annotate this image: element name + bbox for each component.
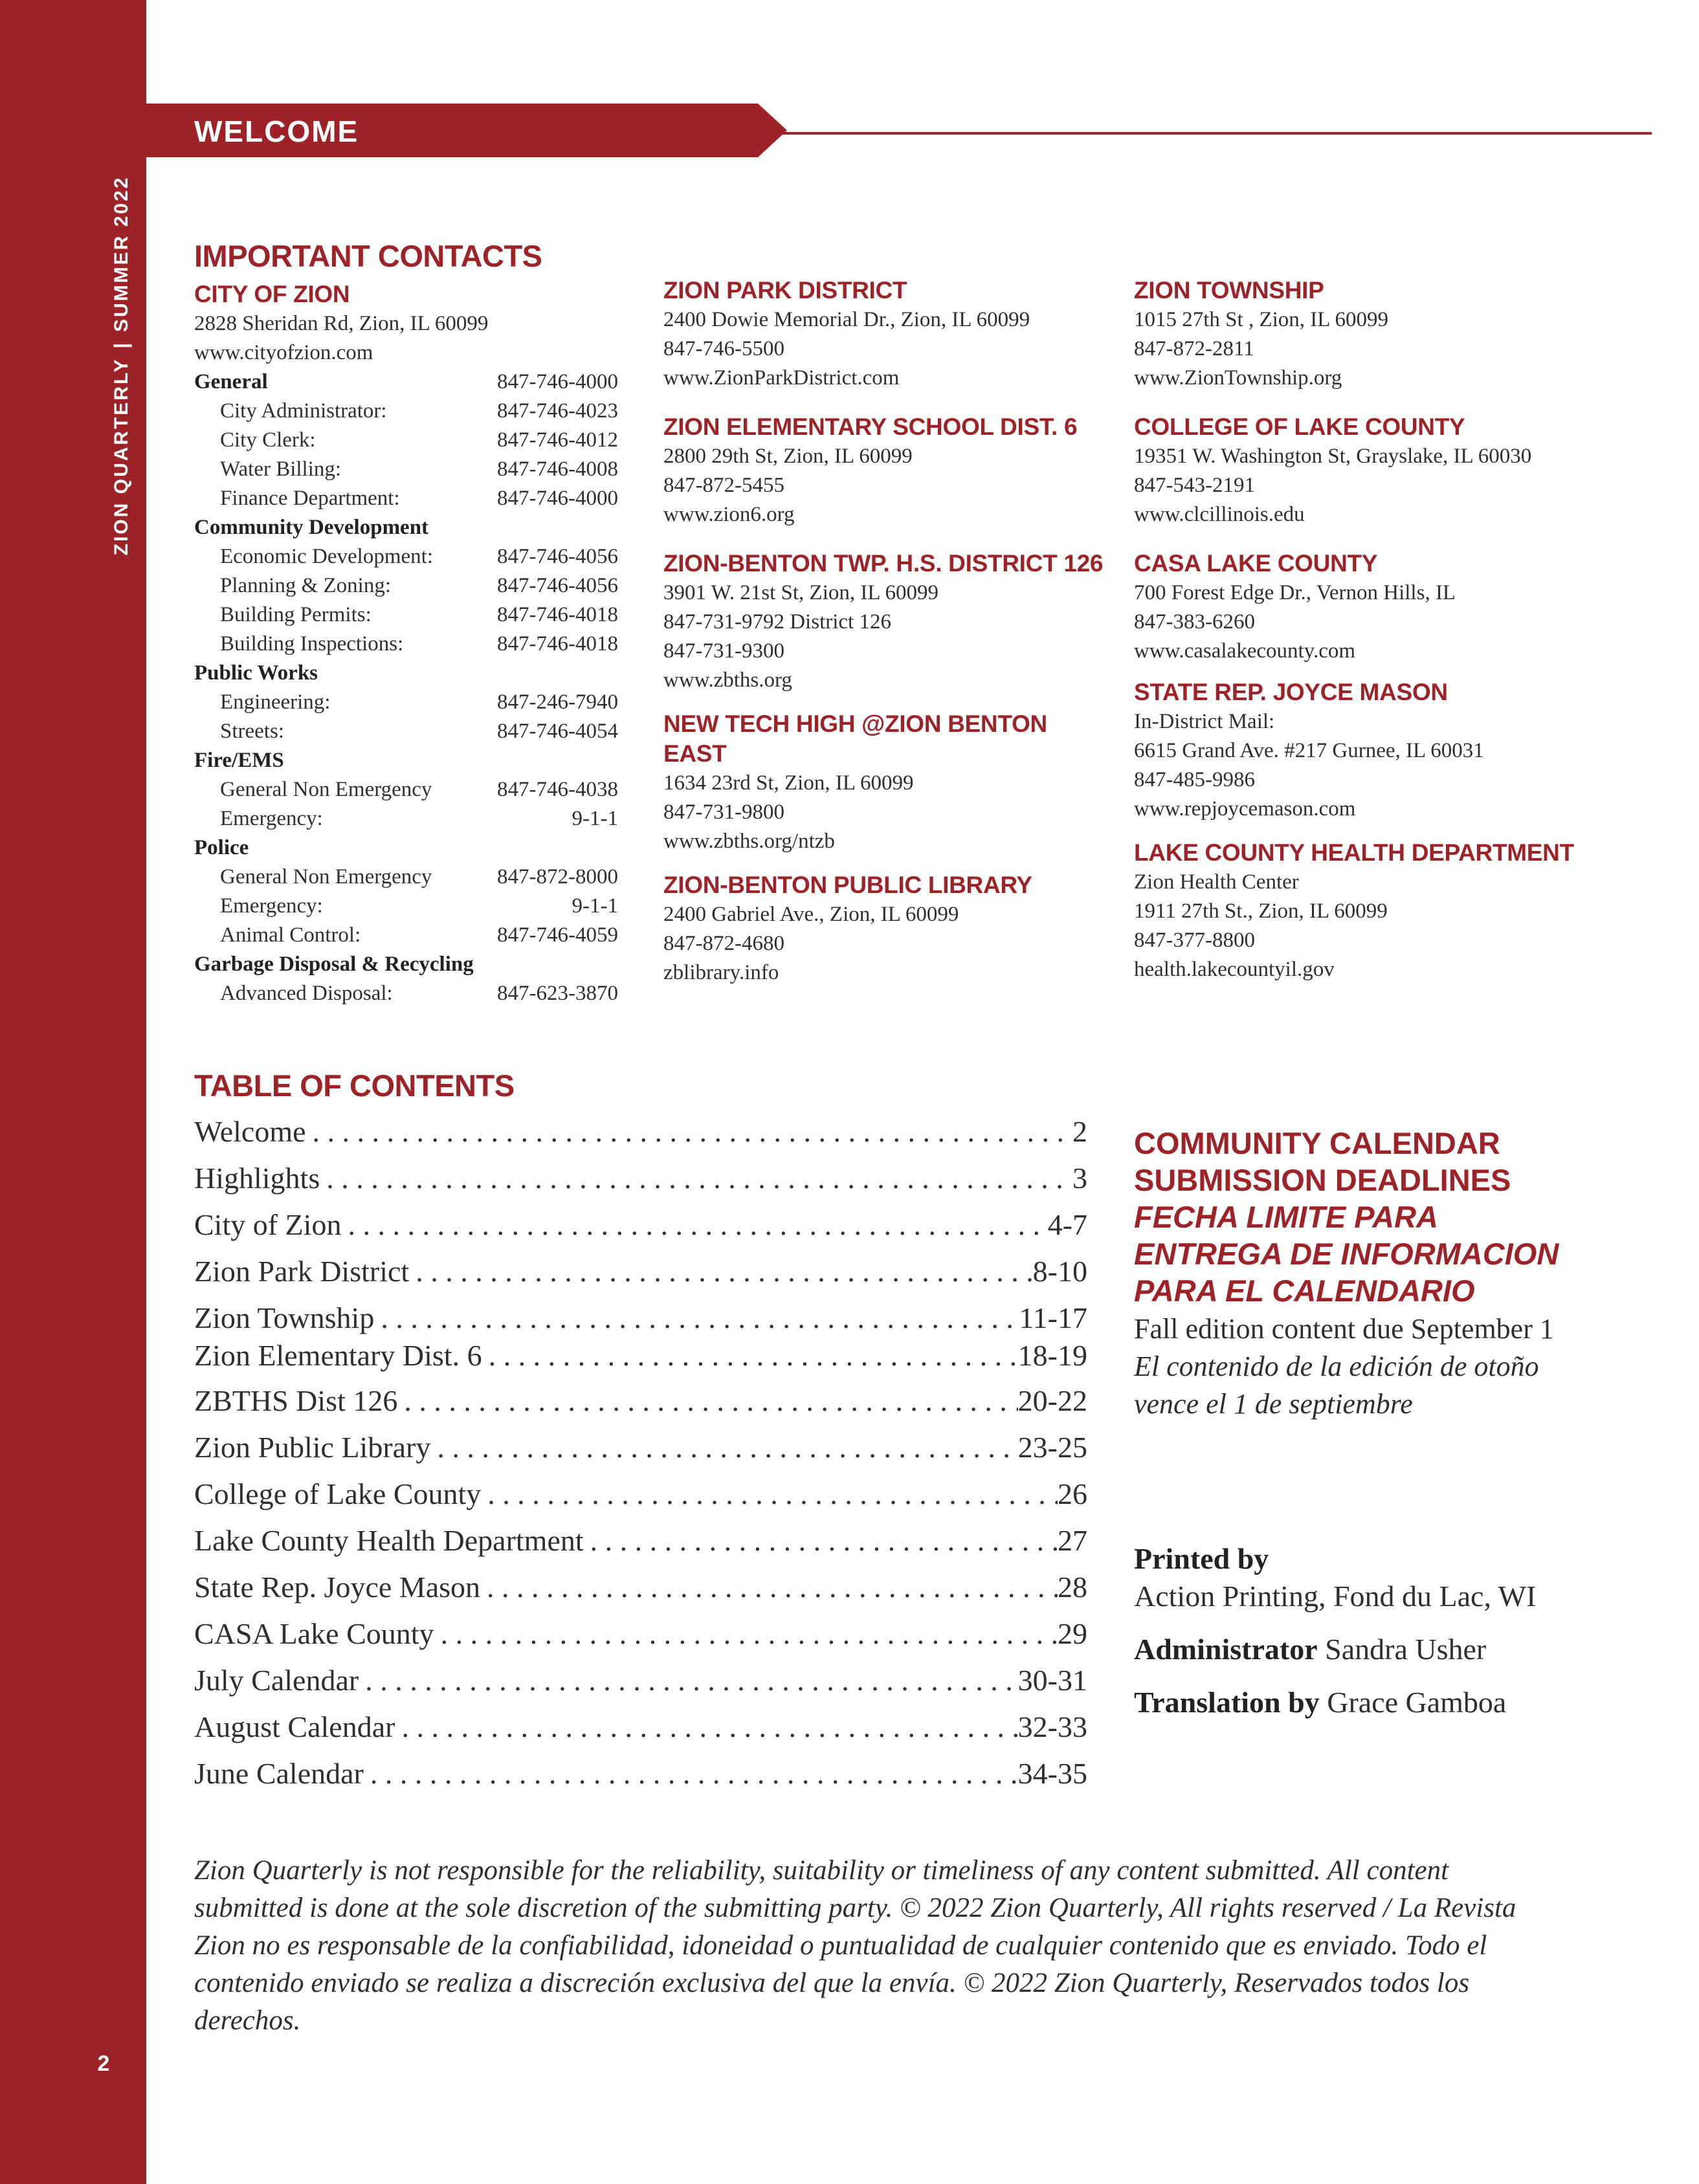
contact-phone: 847-623-3870: [497, 982, 618, 1005]
toc-title: ZBTHS Dist 126: [194, 1384, 398, 1417]
toc-title: State Rep. Joyce Mason: [194, 1571, 481, 1604]
org-detail: 2400 Dowie Memorial Dr., Zion, IL 60099: [663, 308, 1030, 331]
contact-label: Emergency:: [220, 807, 323, 830]
contact-label: Planning & Zoning:: [220, 574, 391, 597]
calendar-heading-en1: COMMUNITY CALENDAR: [1134, 1126, 1500, 1160]
season-label: SUMMER 2022: [111, 175, 132, 333]
toc-leader: [320, 1161, 1072, 1195]
org-detail: 847-731-9800: [663, 800, 784, 824]
contact-row: [194, 746, 621, 775]
contact-label: Economic Development:: [220, 545, 433, 568]
toc-title: Zion Public Library: [194, 1431, 431, 1464]
org-detail: 847-731-9792 District 126: [663, 610, 891, 634]
toc-entry[interactable]: [194, 1616, 1087, 1653]
printed-by-label: Printed by: [1134, 1542, 1269, 1575]
org-detail: 700 Forest Edge Dr., Vernon Hills, IL: [1134, 581, 1456, 604]
contact-row: [194, 542, 621, 571]
contact-phone: 847-746-4008: [497, 458, 618, 481]
toc-entry[interactable]: [194, 1523, 1087, 1560]
toc-pages: 34-35: [1017, 1757, 1087, 1790]
administrator-value: Sandra Usher: [1325, 1633, 1487, 1666]
toc-pages: 32-33: [1017, 1710, 1087, 1743]
org-name: CASA LAKE COUNTY: [1134, 550, 1378, 577]
org-detail: 847-872-5455: [663, 474, 784, 497]
org-detail: 847-731-9300: [663, 639, 784, 663]
toc-pages: 30-31: [1017, 1664, 1087, 1697]
org-name: ZION PARK DISTRICT: [663, 277, 907, 303]
contact-label: City Clerk:: [220, 428, 316, 452]
org-detail: 1634 23rd St, Zion, IL 60099: [663, 771, 914, 795]
org-detail: 847-872-2811: [1134, 337, 1254, 360]
contact-row: [194, 804, 621, 833]
toc-pages: 23-25: [1017, 1431, 1087, 1464]
org-name: ZION TOWNSHIP: [1134, 277, 1324, 303]
calendar-deadline: [1134, 1310, 1639, 1423]
org-detail: In-District Mail:: [1134, 710, 1275, 733]
toc-pages: 20-22: [1017, 1384, 1087, 1417]
org-website[interactable]: www.ZionTownship.org: [1134, 366, 1342, 390]
contact-phone: [482, 659, 618, 688]
org-block: [663, 709, 1116, 856]
disclaimer: Zion Quarterly is not responsible for the reliability, suitability or timeliness of any content submitted. All content submitted is done at the sole discretion of the submitting party. © 2022 Zion Quarterly, All rights reserved / La Revista Zion no es responsable de la confiabilidad, idoneidad o puntualidad de cualquier contenido que es enviado. Todo el contenido enviado se realiza a discreción exclusiva del que la envía. © 2022 Zion Quarterly, Reservados todos los derechos.: [194, 1855, 1516, 2036]
org-detail: 2400 Gabriel Ave., Zion, IL 60099: [663, 903, 959, 926]
toc-title: June Calendar: [194, 1757, 364, 1790]
toc-entry[interactable]: [194, 1710, 1087, 1746]
org-website[interactable]: www.zbths.org/ntzb: [663, 830, 835, 853]
contact-phone: 847-746-4018: [497, 632, 618, 656]
org-block: [1134, 412, 1652, 529]
contact-phone: [482, 950, 618, 979]
org-name: ZION-BENTON PUBLIC LIBRARY: [663, 872, 1032, 898]
toc-leader: [430, 1430, 1017, 1464]
org-website[interactable]: www.ZionParkDistrict.com: [663, 366, 900, 390]
contact-row: [194, 426, 621, 455]
org-website[interactable]: zblibrary.info: [663, 961, 779, 984]
contact-phone: [482, 513, 618, 542]
org-block: [663, 412, 1116, 529]
org-name: STATE REP. JOYCE MASON: [1134, 679, 1448, 705]
contact-row: [194, 513, 621, 542]
contact-row: [194, 455, 621, 484]
contact-label: General Non Emergency: [220, 865, 432, 888]
org-detail: 847-383-6260: [1134, 610, 1255, 634]
contact-row: [194, 571, 621, 601]
contact-phone: [482, 746, 618, 775]
toc-pages: 11-17: [1019, 1301, 1087, 1334]
city-contacts: [194, 280, 621, 1008]
translation-value: Grace Gamboa: [1327, 1686, 1507, 1719]
contact-row: [194, 688, 621, 717]
translation-label: Translation by: [1134, 1686, 1320, 1719]
org-detail: 847-872-4680: [663, 932, 784, 955]
toc-entry[interactable]: [194, 1161, 1087, 1197]
toc-entry[interactable]: [194, 1477, 1087, 1513]
toc-title: Lake County Health Department: [194, 1524, 584, 1557]
toc-entry[interactable]: [194, 1663, 1087, 1699]
toc-pages: 8-10: [1032, 1255, 1087, 1288]
city-website[interactable]: www.cityofzion.com: [194, 341, 373, 364]
contact-phone: 847-872-8000: [497, 865, 618, 888]
calendar-heading-es2: ENTREGA DE INFORMACION: [1134, 1237, 1559, 1271]
org-block: [663, 276, 1116, 393]
toc-entry[interactable]: [194, 1208, 1087, 1244]
printed-by-value: Action Printing, Fond du Lac, WI: [1134, 1580, 1537, 1613]
calendar-heading: [1134, 1125, 1639, 1309]
toc-leader: [395, 1710, 1017, 1744]
toc-leader: [481, 1477, 1058, 1511]
contact-phone: 9-1-1: [572, 894, 618, 918]
toc-leader: [306, 1114, 1072, 1149]
toc-title: CASA Lake County: [194, 1617, 434, 1650]
toc-leader: [482, 1338, 1018, 1373]
section-title: WELCOME: [194, 115, 359, 148]
contact-phone: 847-746-4056: [497, 545, 618, 568]
toc-title: Zion Park District: [194, 1255, 410, 1288]
contact-phone: 847-746-4018: [497, 603, 618, 626]
contact-row: [194, 717, 621, 746]
contact-phone: 847-746-4056: [497, 574, 618, 597]
middle-contacts: [663, 276, 1116, 987]
toc-title: Zion Township: [194, 1301, 375, 1334]
contact-label: Engineering:: [220, 690, 331, 714]
toc-leader: [364, 1756, 1018, 1791]
administrator-line: [1134, 1631, 1652, 1668]
toc-leader: [584, 1523, 1058, 1558]
org-name: NEW TECH HIGH @ZION BENTON EAST: [663, 711, 1047, 767]
org-detail: 1911 27th St., Zion, IL 60099: [1134, 899, 1388, 923]
toc-title: Zion Elementary Dist. 6: [194, 1339, 482, 1372]
contacts-heading: IMPORTANT CONTACTS: [194, 239, 542, 273]
toc-pages: 4-7: [1047, 1208, 1087, 1241]
contact-label: Fire/EMS: [194, 749, 284, 772]
contact-row: [194, 950, 621, 979]
contact-label: Police: [194, 836, 249, 859]
org-detail: 847-746-5500: [663, 337, 784, 360]
city-name: CITY OF ZION: [194, 281, 350, 307]
toc-title: City of Zion: [194, 1208, 342, 1241]
calendar-heading-es3: PARA EL CALENDARIO: [1134, 1274, 1475, 1308]
contact-row: [194, 892, 621, 921]
org-website[interactable]: www.zion6.org: [663, 503, 795, 526]
toc-pages: 29: [1058, 1617, 1087, 1650]
org-detail: 3901 W. 21st St, Zion, IL 60099: [663, 581, 939, 604]
contact-row: [194, 397, 621, 426]
toc-heading: TABLE OF CONTENTS: [194, 1068, 515, 1103]
toc-title: College of Lake County: [194, 1477, 482, 1510]
org-block: [1134, 549, 1652, 666]
org-website[interactable]: www.zbths.org: [663, 668, 792, 692]
contact-label: Building Permits:: [220, 603, 372, 626]
contact-label: Animal Control:: [220, 923, 361, 947]
deadline-en: Fall edition content due September 1: [1134, 1313, 1554, 1345]
contact-label: Garbage Disposal & Recycling: [194, 953, 474, 976]
org-detail: 2800 29th St, Zion, IL 60099: [663, 445, 913, 468]
contact-label: Streets:: [220, 720, 284, 743]
org-block: [1134, 838, 1652, 984]
deadline-es1: El contenido de la edición de otoño: [1134, 1351, 1539, 1382]
org-detail: 19351 W. Washington St, Grayslake, IL 60030: [1134, 445, 1532, 468]
contact-label: City Administrator:: [220, 399, 387, 423]
org-name: ZION-BENTON TWP. H.S. DISTRICT 126: [663, 550, 1104, 577]
toc-leader: [480, 1570, 1058, 1604]
contact-label: Water Billing:: [220, 458, 342, 481]
credits: [1134, 1540, 1652, 1721]
toc-entry[interactable]: [194, 1114, 1087, 1151]
toc-leader: [341, 1208, 1047, 1242]
contact-label: Advanced Disposal:: [220, 982, 393, 1005]
contact-phone: [482, 833, 618, 863]
page-number: 2: [97, 2051, 110, 2076]
contact-label: Building Inspections:: [220, 632, 404, 656]
toc-pages: 3: [1072, 1162, 1087, 1195]
contact-label: General: [194, 370, 268, 393]
toc-title: July Calendar: [194, 1664, 359, 1697]
contact-phone: 847-746-4000: [497, 370, 618, 393]
contact-label: General Non Emergency: [220, 778, 432, 801]
toc-entry[interactable]: [194, 1430, 1087, 1466]
translation-line: [1134, 1684, 1652, 1721]
contact-row: [194, 601, 621, 630]
toc-entry[interactable]: [194, 1384, 1087, 1420]
org-website[interactable]: health.lakecountyil.gov: [1134, 958, 1335, 981]
org-name: ZION ELEMENTARY SCHOOL DIST. 6: [663, 414, 1078, 440]
org-detail: 847-485-9986: [1134, 768, 1255, 791]
toc-pages: 2: [1072, 1115, 1087, 1148]
toc-pages: 26: [1058, 1477, 1087, 1510]
toc-title: Highlights: [194, 1162, 320, 1195]
calendar-heading-es1: FECHA LIMITE PARA: [1134, 1200, 1438, 1234]
toc-pages: 28: [1058, 1571, 1087, 1604]
contact-label: Emergency:: [220, 894, 323, 918]
toc-title: Welcome: [194, 1115, 306, 1148]
toc-entry[interactable]: [194, 1570, 1087, 1606]
calendar-heading-en2: SUBMISSION DEADLINES: [1134, 1163, 1511, 1197]
contact-row: [194, 659, 621, 688]
contact-label: Finance Department:: [220, 487, 400, 510]
toc-title: August Calendar: [194, 1710, 395, 1743]
contact-phone: 847-746-4054: [497, 720, 618, 743]
contact-row: [194, 484, 621, 513]
deadline-es2: vence el 1 de septiembre: [1134, 1388, 1413, 1420]
toc-leader: [397, 1384, 1017, 1418]
contact-row: [194, 979, 621, 1008]
contact-row: [194, 833, 621, 863]
toc-leader: [409, 1254, 1032, 1288]
toc-entry[interactable]: [194, 1301, 1087, 1337]
administrator-label: Administrator: [1134, 1633, 1318, 1666]
org-detail: 847-543-2191: [1134, 474, 1255, 497]
contact-label: Community Development: [194, 516, 429, 539]
toc-leader: [359, 1663, 1017, 1697]
org-block: [1134, 276, 1652, 393]
org-detail: 1015 27th St , Zion, IL 60099: [1134, 308, 1388, 331]
contact-row: [194, 630, 621, 659]
right-contacts: [1134, 276, 1652, 984]
contact-phone: 847-746-4012: [497, 428, 618, 452]
org-block: [663, 549, 1116, 695]
contact-row: [194, 368, 621, 397]
city-address: 2828 Sheridan Rd, Zion, IL 60099: [194, 312, 489, 335]
toc-pages: 18-19: [1017, 1339, 1087, 1372]
org-name: COLLEGE OF LAKE COUNTY: [1134, 414, 1465, 440]
toc-pages: 27: [1058, 1524, 1087, 1557]
contact-row: [194, 921, 621, 950]
org-website[interactable]: www.clcillinois.edu: [1134, 503, 1305, 526]
contact-row: [194, 863, 621, 892]
contact-phone: 847-246-7940: [497, 690, 618, 714]
tag-separator: |: [111, 341, 132, 349]
toc-leader: [374, 1301, 1019, 1335]
org-detail: 847-377-8800: [1134, 929, 1255, 952]
publication-tag: [102, 165, 141, 566]
contact-phone: 847-746-4000: [497, 487, 618, 510]
contact-label: Public Works: [194, 661, 318, 685]
contact-phone: 847-746-4023: [497, 399, 618, 423]
org-website[interactable]: www.repjoycemason.com: [1134, 797, 1356, 821]
publication-name: ZION QUARTERLY: [111, 357, 132, 556]
toc-entry[interactable]: [194, 1338, 1087, 1374]
org-name: LAKE COUNTY HEALTH DEPARTMENT: [1134, 839, 1574, 866]
org-detail: Zion Health Center: [1134, 870, 1299, 894]
contact-row: [194, 775, 621, 804]
banner-rule: [777, 132, 1652, 135]
org-detail: 6615 Grand Ave. #217 Gurnee, IL 60031: [1134, 739, 1484, 762]
toc-entry[interactable]: [194, 1254, 1087, 1290]
org-block: [663, 870, 1116, 987]
contact-phone: 847-746-4038: [497, 778, 618, 801]
contact-phone: 9-1-1: [572, 807, 618, 830]
org-website[interactable]: www.casalakecounty.com: [1134, 639, 1356, 663]
org-block: [1134, 678, 1652, 824]
contact-phone: 847-746-4059: [497, 923, 618, 947]
toc-leader: [434, 1616, 1058, 1651]
toc-entry[interactable]: [194, 1756, 1087, 1792]
